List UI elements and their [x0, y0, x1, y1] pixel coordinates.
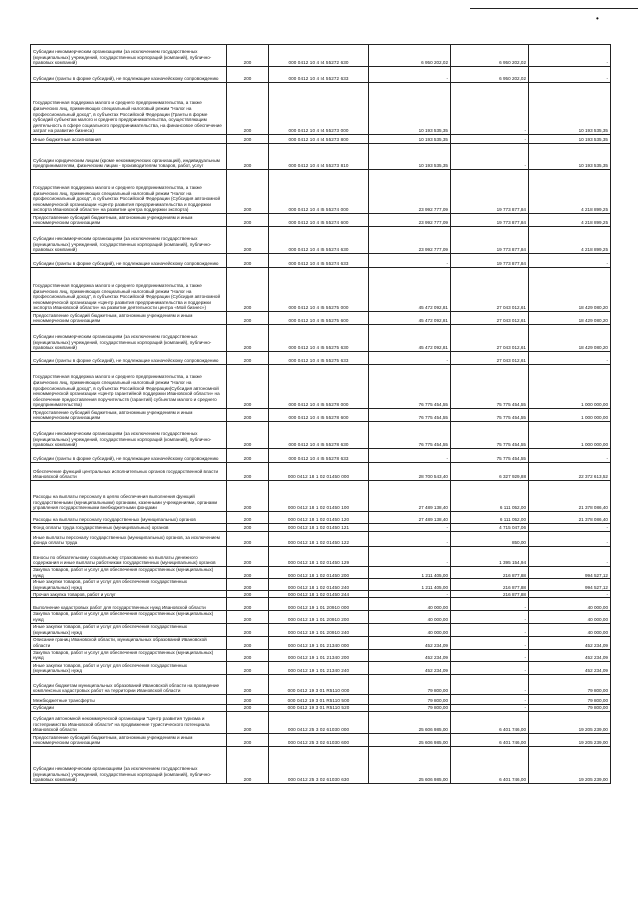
row-executed-amount: 19 773 877,84	[451, 254, 529, 268]
row-approved-amount: 27 489 138,40	[369, 481, 451, 512]
row-admin-code: 200	[227, 532, 269, 547]
row-approved-amount: 79 800,00	[369, 674, 451, 694]
row-admin-code: 200	[227, 325, 269, 352]
row-executed-amount: 19 773 877,84	[451, 170, 529, 214]
row-admin-code: 200	[227, 214, 269, 227]
row-name: Субсидии некоммерческим организациям (за исключением государственных (муниципальных) учреждений, государственных корпораций (компаний), публично-правовых компаний)	[31, 325, 227, 352]
row-admin-code: 200	[227, 170, 269, 214]
table-row	[31, 661, 611, 674]
row-approved-amount: 25 606 985,00	[369, 711, 451, 733]
row-budget-code: 000 0412 10 4 I5 55274 600	[269, 214, 369, 227]
row-remaining-amount: 452 234,09	[529, 661, 611, 674]
row-name: Государственная поддержка малого и среднего предпринимательства, а также физических лиц, применяющих специальный налоговый режим "Налог на профессиональный доход", в субъектах Российской Федерации (Субсидия автономной некоммерческой организации «Центр развития предпринимательства и поддержки экспорта Ивановской области» на развитие деятельности центра «Мой бизнес»)	[31, 268, 227, 312]
row-approved-amount: 452 234,09	[369, 649, 451, 661]
corner-dot: •	[596, 14, 599, 23]
row-remaining-amount: 10 193 535,35	[529, 83, 611, 135]
row-executed-amount: -	[451, 636, 529, 649]
row-budget-code: 000 0412 10 4 I4 55272 633	[269, 67, 369, 83]
row-executed-amount: 216 877,88	[451, 591, 529, 598]
table-row	[31, 135, 611, 144]
row-approved-amount: 1 211 405,00	[369, 567, 451, 579]
row-name: Обеспечение функций центральных исполнительных органов государственной власти Ивановской области	[31, 463, 227, 481]
row-admin-code: 200	[227, 83, 269, 135]
table-row	[31, 649, 611, 661]
row-admin-code: 200	[227, 422, 269, 449]
row-approved-amount: 452 234,09	[369, 636, 451, 649]
row-admin-code: 200	[227, 649, 269, 661]
row-name: Субсидии некоммерческим организациям (за исключением государственных (муниципальных) учреждений, государственных корпораций (компаний), публично-правовых компаний)	[31, 746, 227, 783]
table-row	[31, 636, 611, 649]
row-admin-code: 200	[227, 67, 269, 83]
row-admin-code: 200	[227, 524, 269, 532]
table-row	[31, 733, 611, 746]
row-approved-amount: 79 800,00	[369, 704, 451, 711]
row-approved-amount: 45 472 092,81	[369, 268, 451, 312]
row-executed-amount: -	[451, 611, 529, 623]
table-row	[31, 598, 611, 611]
budget-execution-table	[30, 44, 611, 784]
row-budget-code: 000 0412 10 4 I5 55278 600	[269, 409, 369, 422]
row-approved-amount: 1 211 405,00	[369, 579, 451, 591]
row-executed-amount: 19 773 877,84	[451, 227, 529, 254]
row-admin-code: 200	[227, 746, 269, 783]
row-approved-amount: 28 700 543,40	[369, 463, 451, 481]
row-name: Закупка товаров, работ и услуг для обеспечения государственных (муниципальных) нужд	[31, 567, 227, 579]
row-budget-code: 000 0412 18 1 02 01450 121	[269, 524, 369, 532]
row-executed-amount: 6 111 052,00	[451, 481, 529, 512]
table-row	[31, 45, 611, 67]
row-executed-amount: -	[451, 674, 529, 694]
row-remaining-amount: 40 000,00	[529, 611, 611, 623]
row-approved-amount: 76 775 454,55	[369, 422, 451, 449]
row-budget-code: 000 0412 25 3 02 61030 630	[269, 746, 369, 783]
row-executed-amount: 4 715 047,06	[451, 524, 529, 532]
row-name: Субсидии некоммерческим организациям (за исключением государственных (муниципальных) учреждений, государственных корпораций (компаний), публично-правовых компаний)	[31, 422, 227, 449]
row-budget-code: 000 0412 19 1 01 21340 200	[269, 649, 369, 661]
row-name: Иные закупки товаров, работ и услуг для обеспечения государственных (муниципальных) нужд	[31, 623, 227, 636]
row-name: Иные закупки товаров, работ и услуг для обеспечения государственных (муниципальных) нужд	[31, 661, 227, 674]
top-rule	[470, 8, 638, 9]
row-admin-code: 200	[227, 365, 269, 409]
row-name: Предоставление субсидий бюджетным, автономным учреждениям и иным некоммерческим организациям	[31, 312, 227, 325]
table-row	[31, 170, 611, 214]
table-row	[31, 227, 611, 254]
table-row	[31, 674, 611, 694]
row-budget-code: 000 0412 19 1 01 21340 000	[269, 636, 369, 649]
row-executed-amount: -	[451, 704, 529, 711]
row-remaining-amount: -	[529, 532, 611, 547]
table-row	[31, 532, 611, 547]
row-admin-code: 200	[227, 694, 269, 704]
row-name: Межбюджетные трансферты	[31, 694, 227, 704]
table-row	[31, 547, 611, 567]
row-executed-amount: 6 950 202,02	[451, 67, 529, 83]
row-approved-amount: 45 472 092,81	[369, 312, 451, 325]
table-row	[31, 611, 611, 623]
table-row	[31, 365, 611, 409]
row-name: Закупка товаров, работ и услуг для обеспечения государственных (муниципальных) нужд	[31, 649, 227, 661]
row-executed-amount: -	[451, 661, 529, 674]
table-row	[31, 325, 611, 352]
row-remaining-amount: 19 205 239,00	[529, 711, 611, 733]
row-remaining-amount: -	[529, 547, 611, 567]
row-remaining-amount: 79 800,00	[529, 694, 611, 704]
row-remaining-amount: 40 000,00	[529, 623, 611, 636]
row-admin-code: 200	[227, 598, 269, 611]
row-admin-code: 200	[227, 449, 269, 463]
row-budget-code: 000 0412 19 1 01 21340 240	[269, 661, 369, 674]
row-remaining-amount: 4 218 899,25	[529, 170, 611, 214]
table-row	[31, 704, 611, 711]
row-approved-amount: -	[369, 591, 451, 598]
row-name: Государственная поддержка малого и среднего предпринимательства, а также физических лиц, применяющих специальный налоговый режим "Налог на профессиональный доход", в субъектах Российской Федерации (Гранты в форме субсидий субъектам малого и среднего предпринимательства, осуществляющим деятельность в сфере социального предпринимательства, на финансовое обеспечение затрат на развитие бизнеса)	[31, 83, 227, 135]
row-executed-amount: 75 775 454,55	[451, 422, 529, 449]
row-remaining-amount: 452 234,09	[529, 649, 611, 661]
row-remaining-amount: 79 800,00	[529, 704, 611, 711]
row-budget-code: 000 0412 18 1 02 01450 240	[269, 579, 369, 591]
row-name: Фонд оплаты труда государственных (муниципальных) органов	[31, 524, 227, 532]
row-remaining-amount: 21 378 086,40	[529, 481, 611, 512]
row-executed-amount: -	[451, 649, 529, 661]
table-row	[31, 254, 611, 268]
table-row	[31, 694, 611, 704]
row-budget-code: 000 0412 18 1 02 01450 200	[269, 567, 369, 579]
row-approved-amount: -	[369, 532, 451, 547]
table-row	[31, 481, 611, 512]
row-budget-code: 000 0412 10 4 I4 55273 800	[269, 135, 369, 144]
row-remaining-amount: 18 429 080,20	[529, 325, 611, 352]
row-name: Субсидии	[31, 704, 227, 711]
row-approved-amount: 45 472 092,81	[369, 325, 451, 352]
row-admin-code: 200	[227, 268, 269, 312]
row-remaining-amount: -	[529, 524, 611, 532]
row-approved-amount: 23 992 777,09	[369, 214, 451, 227]
row-admin-code: 200	[227, 547, 269, 567]
row-remaining-amount: -	[529, 67, 611, 83]
row-remaining-amount: 19 205 239,00	[529, 746, 611, 783]
row-approved-amount: 40 000,00	[369, 611, 451, 623]
row-budget-code: 000 0412 19 1 01 20910 240	[269, 623, 369, 636]
row-executed-amount: -	[451, 83, 529, 135]
row-budget-code: 000 0412 10 4 I4 55273 000	[269, 83, 369, 135]
row-budget-code: 000 0412 19 1 01 20910 200	[269, 611, 369, 623]
row-approved-amount: 25 606 985,00	[369, 733, 451, 746]
row-admin-code: 200	[227, 227, 269, 254]
row-remaining-amount: -	[529, 352, 611, 365]
table-row	[31, 422, 611, 449]
row-remaining-amount: -	[529, 591, 611, 598]
row-approved-amount: 23 992 777,09	[369, 170, 451, 214]
row-remaining-amount: 1 000 000,00	[529, 422, 611, 449]
row-name: Предоставление субсидий бюджетным, автономным учреждениям и иным некоммерческим организациям	[31, 409, 227, 422]
row-budget-code: 000 0412 10 4 I5 55278 000	[269, 365, 369, 409]
row-remaining-amount: 79 800,00	[529, 674, 611, 694]
row-remaining-amount: 19 205 239,00	[529, 733, 611, 746]
row-remaining-amount: 994 527,12	[529, 579, 611, 591]
row-approved-amount: -	[369, 254, 451, 268]
row-name: Выполнение кадастровых работ для государственных нужд Ивановской области	[31, 598, 227, 611]
row-remaining-amount: 10 193 535,35	[529, 144, 611, 170]
row-budget-code: 000 0412 10 4 I4 55273 810	[269, 144, 369, 170]
table-row	[31, 579, 611, 591]
row-executed-amount: 216 877,88	[451, 579, 529, 591]
row-budget-code: 000 0412 10 4 I5 55274 633	[269, 254, 369, 268]
table-row	[31, 591, 611, 598]
row-name: Описание границ Ивановской области, муниципальных образований Ивановской области	[31, 636, 227, 649]
row-budget-code: 000 0412 18 1 02 01450 244	[269, 591, 369, 598]
row-executed-amount: 75 775 454,55	[451, 365, 529, 409]
row-executed-amount: -	[451, 694, 529, 704]
row-admin-code: 200	[227, 135, 269, 144]
row-executed-amount: 850,00	[451, 532, 529, 547]
row-name: Иные закупки товаров, работ и услуг для обеспечения государственных (муниципальных) нужд	[31, 579, 227, 591]
row-name: Иные бюджетные ассигнования	[31, 135, 227, 144]
row-admin-code: 200	[227, 636, 269, 649]
row-remaining-amount: -	[529, 45, 611, 67]
row-approved-amount: -	[369, 352, 451, 365]
row-name: Субсидии бюджетам муниципальных образований Ивановской области на проведение комплексных кадастровых работ на территории Ивановской области	[31, 674, 227, 694]
row-approved-amount: 10 193 535,35	[369, 144, 451, 170]
row-executed-amount: 6 401 746,00	[451, 711, 529, 733]
row-admin-code: 200	[227, 312, 269, 325]
row-executed-amount: 1 395 154,94	[451, 547, 529, 567]
row-executed-amount: 6 327 929,88	[451, 463, 529, 481]
row-executed-amount: 27 043 012,61	[451, 325, 529, 352]
row-name: Субсидии некоммерческим организациям (за исключением государственных (муниципальных) учреждений, государственных корпораций (компаний), публично-правовых компаний)	[31, 227, 227, 254]
row-admin-code: 200	[227, 591, 269, 598]
row-name: Государственная поддержка малого и среднего предпринимательства, а также физических лиц, применяющих специальный налоговый режим "Налог на профессиональный доход", в субъектах Российской Федерации (Субсидия автономной некоммерческой организации «Центр развития предпринимательства и поддержки экспорта Ивановской области» на развитие центра поддержки экспорта)	[31, 170, 227, 214]
row-name: Взносы по обязательному социальному страхованию на выплаты денежного содержания и иные выплаты работникам государственных (муниципальных) органов	[31, 547, 227, 567]
table-row	[31, 746, 611, 783]
row-admin-code: 200	[227, 463, 269, 481]
table-row	[31, 312, 611, 325]
row-approved-amount: -	[369, 67, 451, 83]
row-approved-amount: 76 775 454,55	[369, 409, 451, 422]
row-approved-amount: -	[369, 524, 451, 532]
row-name: Государственная поддержка малого и среднего предпринимательства, а также физических лиц, применяющих специальный налоговый режим "Налог на профессиональный доход", в субъектах Российской Федерации(Субсидия автономной некоммерческой организации «Центр гарантийной поддержки Ивановской области» на обеспечение предоставления поручительств (гарантий) субъектам малого и среднего предпринимательства)	[31, 365, 227, 409]
row-executed-amount: 6 111 052,00	[451, 512, 529, 524]
row-budget-code: 000 0412 25 3 02 61030 000	[269, 711, 369, 733]
row-approved-amount: 10 193 535,35	[369, 135, 451, 144]
table-row	[31, 67, 611, 83]
row-executed-amount: -	[451, 598, 529, 611]
table-row	[31, 711, 611, 733]
row-admin-code: 200	[227, 704, 269, 711]
row-remaining-amount: -	[529, 254, 611, 268]
row-remaining-amount: 1 000 000,00	[529, 409, 611, 422]
table-row	[31, 214, 611, 227]
row-name: Субсидии некоммерческим организациям (за исключением государственных (муниципальных) учреждений, государственных корпораций (компаний), публично-правовых компаний)	[31, 45, 227, 67]
table-body	[31, 45, 611, 784]
row-executed-amount: 75 775 454,55	[451, 449, 529, 463]
table-row	[31, 83, 611, 135]
row-admin-code: 200	[227, 579, 269, 591]
row-executed-amount: -	[451, 135, 529, 144]
row-executed-amount: 27 043 012,61	[451, 268, 529, 312]
row-budget-code: 000 0412 19 3 01 R5110 520	[269, 704, 369, 711]
table-row	[31, 409, 611, 422]
row-budget-code: 000 0412 19 1 01 20910 000	[269, 598, 369, 611]
row-approved-amount: -	[369, 547, 451, 567]
row-admin-code: 200	[227, 611, 269, 623]
row-budget-code: 000 0412 10 4 I5 55278 630	[269, 422, 369, 449]
row-executed-amount: 27 043 012,61	[451, 312, 529, 325]
row-admin-code: 200	[227, 567, 269, 579]
table-row	[31, 268, 611, 312]
row-budget-code: 000 0412 18 1 02 01450 122	[269, 532, 369, 547]
row-executed-amount: -	[451, 144, 529, 170]
table-row	[31, 352, 611, 365]
table-row	[31, 449, 611, 463]
row-executed-amount: 6 401 746,00	[451, 746, 529, 783]
row-budget-code: 000 0412 10 4 I4 55272 630	[269, 45, 369, 67]
table-row	[31, 144, 611, 170]
row-name: Предоставление субсидий бюджетным, автономным учреждениям и иным некоммерческим организациям	[31, 733, 227, 746]
row-name: Прочая закупка товаров, работ и услуг	[31, 591, 227, 598]
row-budget-code: 000 0412 18 1 02 01450 000	[269, 463, 369, 481]
row-budget-code: 000 0412 18 1 02 01450 120	[269, 512, 369, 524]
row-name: Иные выплаты персоналу государственных (муниципальных) органов, за исключением фонда оплаты труда	[31, 532, 227, 547]
table-row	[31, 512, 611, 524]
row-approved-amount: -	[369, 449, 451, 463]
row-executed-amount: 19 773 877,84	[451, 214, 529, 227]
row-executed-amount: 27 043 012,61	[451, 352, 529, 365]
row-approved-amount: 6 950 202,02	[369, 45, 451, 67]
table-row	[31, 463, 611, 481]
row-approved-amount: 25 606 985,00	[369, 746, 451, 783]
row-remaining-amount: 4 218 899,25	[529, 227, 611, 254]
row-name: Предоставление субсидий бюджетным, автономным учреждениям и иным некоммерческим организациям	[31, 214, 227, 227]
row-remaining-amount: 21 378 086,40	[529, 512, 611, 524]
table-row	[31, 524, 611, 532]
row-budget-code: 000 0412 10 4 I5 55275 633	[269, 352, 369, 365]
row-admin-code: 200	[227, 711, 269, 733]
row-approved-amount: 79 800,00	[369, 694, 451, 704]
row-name: Субсидия автономной некоммерческой организации "Центр развития туризма и гостеприимства Ивановской области" на продвижение туристического потенциала Ивановской области	[31, 711, 227, 733]
row-executed-amount: 75 775 454,55	[451, 409, 529, 422]
row-name: Закупка товаров, работ и услуг для обеспечения государственных (муниципальных) нужд	[31, 611, 227, 623]
row-budget-code: 000 0412 19 3 01 R5110 000	[269, 674, 369, 694]
row-executed-amount: 6 401 746,00	[451, 733, 529, 746]
row-admin-code: 200	[227, 254, 269, 268]
row-admin-code: 200	[227, 45, 269, 67]
row-remaining-amount: 40 000,00	[529, 598, 611, 611]
row-remaining-amount: 452 234,09	[529, 636, 611, 649]
row-budget-code: 000 0412 19 3 01 R5110 500	[269, 694, 369, 704]
row-budget-code: 000 0412 10 4 I5 55275 000	[269, 268, 369, 312]
row-executed-amount: 216 877,88	[451, 567, 529, 579]
row-approved-amount: 23 992 777,09	[369, 227, 451, 254]
row-budget-code: 000 0412 18 1 02 01450 100	[269, 481, 369, 512]
row-name: Субсидии (гранты в форме субсидий), не подлежащие казначейскому сопровождению	[31, 449, 227, 463]
row-approved-amount: 10 193 535,35	[369, 83, 451, 135]
row-admin-code: 200	[227, 409, 269, 422]
row-name: Расходы на выплаты персоналу в целях обеспечения выполнения функций государственными (муниципальными) органами, казенными учреждениями, органами управления государственными внебюджетными фондами	[31, 481, 227, 512]
row-remaining-amount: 1 000 000,00	[529, 365, 611, 409]
row-remaining-amount: 18 429 080,20	[529, 312, 611, 325]
row-admin-code: 200	[227, 674, 269, 694]
row-approved-amount: 40 000,00	[369, 623, 451, 636]
row-approved-amount: 40 000,00	[369, 598, 451, 611]
row-executed-amount: 6 950 202,02	[451, 45, 529, 67]
row-name: Расходы на выплаты персоналу государственных (муниципальных) органов	[31, 512, 227, 524]
row-budget-code: 000 0412 10 4 I5 55278 633	[269, 449, 369, 463]
row-budget-code: 000 0412 25 3 02 61030 600	[269, 733, 369, 746]
row-name: Субсидии (гранты в форме субсидий), не подлежащие казначейскому сопровождению	[31, 254, 227, 268]
row-admin-code: 200	[227, 352, 269, 365]
row-executed-amount: -	[451, 623, 529, 636]
row-budget-code: 000 0412 10 4 I5 55274 000	[269, 170, 369, 214]
row-budget-code: 000 0412 10 4 I5 55274 630	[269, 227, 369, 254]
row-admin-code: 200	[227, 661, 269, 674]
row-remaining-amount: 994 527,12	[529, 567, 611, 579]
row-approved-amount: 27 489 138,40	[369, 512, 451, 524]
row-admin-code: 200	[227, 481, 269, 512]
row-budget-code: 000 0412 18 1 02 01450 129	[269, 547, 369, 567]
row-remaining-amount: 22 372 613,52	[529, 463, 611, 481]
row-budget-code: 000 0412 10 4 I5 55275 630	[269, 325, 369, 352]
row-admin-code: 200	[227, 733, 269, 746]
row-admin-code: 200	[227, 623, 269, 636]
row-approved-amount: 76 775 454,55	[369, 365, 451, 409]
row-remaining-amount: 4 218 899,25	[529, 214, 611, 227]
row-remaining-amount: 18 429 080,20	[529, 268, 611, 312]
row-name: Субсидии (гранты в форме субсидий), не подлежащие казначейскому сопровождению	[31, 67, 227, 83]
row-approved-amount: 452 234,09	[369, 661, 451, 674]
row-name: Субсидии (гранты в форме субсидий), не подлежащие казначейскому сопровождению	[31, 352, 227, 365]
row-remaining-amount: -	[529, 449, 611, 463]
row-admin-code: 200	[227, 144, 269, 170]
table-row	[31, 623, 611, 636]
row-admin-code: 200	[227, 512, 269, 524]
table-row	[31, 567, 611, 579]
row-budget-code: 000 0412 10 4 I5 55275 600	[269, 312, 369, 325]
row-remaining-amount: 10 193 535,35	[529, 135, 611, 144]
row-name: Субсидии юридическим лицам (кроме некоммерческих организаций), индивидуальным предпринимателям, физическим лицам - производителям товаров, работ, услуг	[31, 144, 227, 170]
